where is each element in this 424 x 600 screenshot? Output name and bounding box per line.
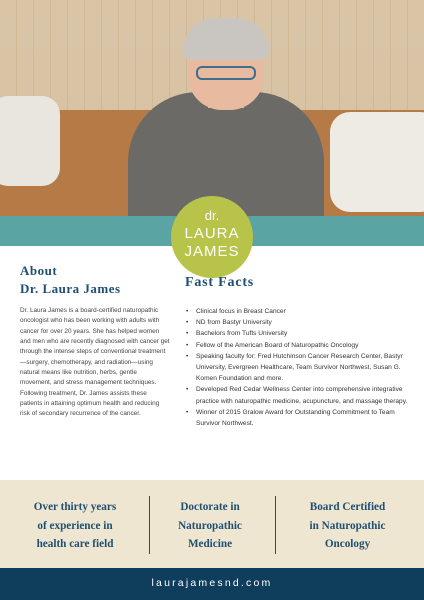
stat-experience <box>10 498 140 554</box>
stat-line: in Naturopathic <box>309 519 386 532</box>
fast-facts-title: Fast Facts <box>185 275 255 290</box>
stat-line: Doctorate in <box>180 501 240 513</box>
fact-item: • Developed Red Cedar Wellness Center into comprehensive integrative practice with naturopathic medicine, acupuncture, and massage therapy. <box>185 384 410 406</box>
stat-line: Medicine <box>187 538 233 550</box>
logo <box>171 196 253 278</box>
fast-facts-list <box>185 306 410 429</box>
photo-pillow-right <box>330 112 424 212</box>
fact-item: • ND from Bastyr University <box>185 317 410 328</box>
stat-line: Board Certified <box>309 501 386 513</box>
stat-line: Naturopathic <box>178 519 242 532</box>
stat-board-certified <box>275 498 420 554</box>
photo-pillow-left <box>0 96 60 186</box>
fact-item: • Bachelors from Tufts University <box>185 328 410 339</box>
about-title-line-2: Dr. Laura James <box>20 281 121 296</box>
photo-person-glasses <box>196 66 256 80</box>
stats-divider <box>149 496 150 554</box>
fact-item: • Fellow of the American Board of Naturopathic Oncology <box>185 340 410 351</box>
photo-person-body <box>128 92 324 216</box>
fact-item: • Winner of 2015 Gralow Award for Outstanding Commitment to Team Survivor Northwest. <box>185 407 410 429</box>
stat-doctorate <box>155 498 265 554</box>
photo-person-hair <box>183 18 269 60</box>
fact-item: • Speaking faculty for: Fred Hutchinson Cancer Research Center, Bastyr University, Evergreen Healthcare, Team Survivor Northwest, Susan G. Komen Foundation and more. <box>185 351 410 385</box>
stat-line: of experience in <box>37 519 113 532</box>
logo-line-2: JAMES <box>184 243 240 260</box>
stats-band <box>0 480 424 568</box>
header-photo <box>0 0 424 216</box>
stat-line: health care field <box>36 538 114 550</box>
website-link[interactable]: laurajamesnd.com <box>151 577 273 589</box>
fact-item: • Clinical focus in Breast Cancer <box>185 306 410 317</box>
logo-prefix: dr. <box>204 208 220 223</box>
about-title-line-1: About <box>20 263 58 278</box>
logo-line-1: LAURA <box>184 225 240 242</box>
about-title <box>20 262 180 298</box>
about-body: Dr. Laura James is a board-certified naturopathic oncologist who has been working with adults with cancer for over 20 years. She has helped women and men who are recently diagnosed with cancer get through the intense steps of conventional treatment—surgery, chemotherapy, and radiation—using natural means like nutrition, herbs, gentle movement, and stress management techniques. Following treatment, Dr. James assists these patients in attaining optimum health and reducing risk of secondary recurrence of the cancer. <box>20 307 170 418</box>
stat-line: Over thirty years <box>33 501 117 513</box>
stat-line: Oncology <box>324 538 371 550</box>
footer <box>0 568 424 600</box>
